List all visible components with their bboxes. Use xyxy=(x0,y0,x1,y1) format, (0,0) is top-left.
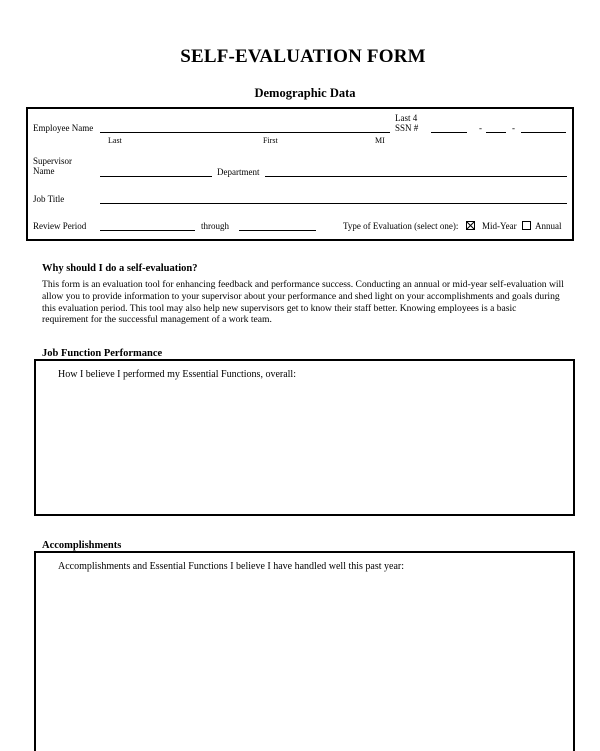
supervisor-label-line2: Name xyxy=(33,166,55,176)
job-function-prompt: How I believe I performed my Essential Functions, overall: xyxy=(58,369,296,380)
accomplishments-prompt: Accomplishments and Essential Functions I believe I have handled well this past year: xyxy=(58,561,405,572)
why-text-line: allow you to provide information to your supervisor about your performance and shed light on your accomplishments and goals during xyxy=(42,290,560,302)
ssn-field-part1[interactable] xyxy=(431,132,467,133)
employee-name-field[interactable] xyxy=(100,132,390,133)
review-period-label: Review Period xyxy=(33,221,87,231)
form-title: SELF-EVALUATION FORM xyxy=(180,46,426,67)
checkmark-x-icon xyxy=(467,222,474,229)
supervisor-label-line1: Supervisor xyxy=(33,156,72,166)
first-name-caption: First xyxy=(263,136,278,145)
why-text-line: This form is an evaluation tool for enhancing feedback and performance success. Conducting an annual or mid-year self-evaluation will xyxy=(42,279,564,290)
through-label: through xyxy=(201,221,229,231)
why-section-heading: Why should I do a self-evaluation? xyxy=(42,263,198,274)
accomplishments-textarea[interactable] xyxy=(34,551,575,751)
ssn-field-part2[interactable] xyxy=(486,132,506,133)
last-name-caption: Last xyxy=(108,136,122,145)
job-function-textarea[interactable] xyxy=(34,359,575,516)
job-title-label: Job Title xyxy=(33,194,65,204)
evaluation-type-label: Type of Evaluation (select one): xyxy=(343,221,459,231)
why-text-line: this evaluation period. This tool may also help new supervisors get to know their staff better. Knowing employees is a basic xyxy=(42,302,517,314)
ssn-dash-1: - xyxy=(479,123,482,133)
ssn-field-part3[interactable] xyxy=(521,132,566,133)
employee-name-label: Employee Name xyxy=(33,123,94,133)
job-function-heading: Job Function Performance xyxy=(42,348,163,359)
annual-checkbox[interactable] xyxy=(522,221,531,230)
why-text-line: requirement for the successful management of a work team. xyxy=(42,314,272,326)
accomplishments-heading: Accomplishments xyxy=(42,540,122,551)
demographic-heading: Demographic Data xyxy=(254,86,356,100)
job-title-field[interactable] xyxy=(100,203,567,204)
ssn-label-line2: SSN # xyxy=(395,123,419,133)
review-period-end-field[interactable] xyxy=(239,230,316,231)
ssn-dash-2: - xyxy=(512,123,515,133)
department-label: Department xyxy=(217,167,260,177)
supervisor-name-field[interactable] xyxy=(100,176,212,177)
mid-year-label: Mid-Year xyxy=(482,221,517,231)
why-section-body xyxy=(42,279,582,326)
ssn-label-line1: Last 4 xyxy=(395,113,418,123)
department-field[interactable] xyxy=(265,176,567,177)
middle-initial-caption: MI xyxy=(375,136,385,145)
annual-label: Annual xyxy=(535,221,562,231)
mid-year-checkbox[interactable] xyxy=(466,221,475,230)
review-period-start-field[interactable] xyxy=(100,230,195,231)
